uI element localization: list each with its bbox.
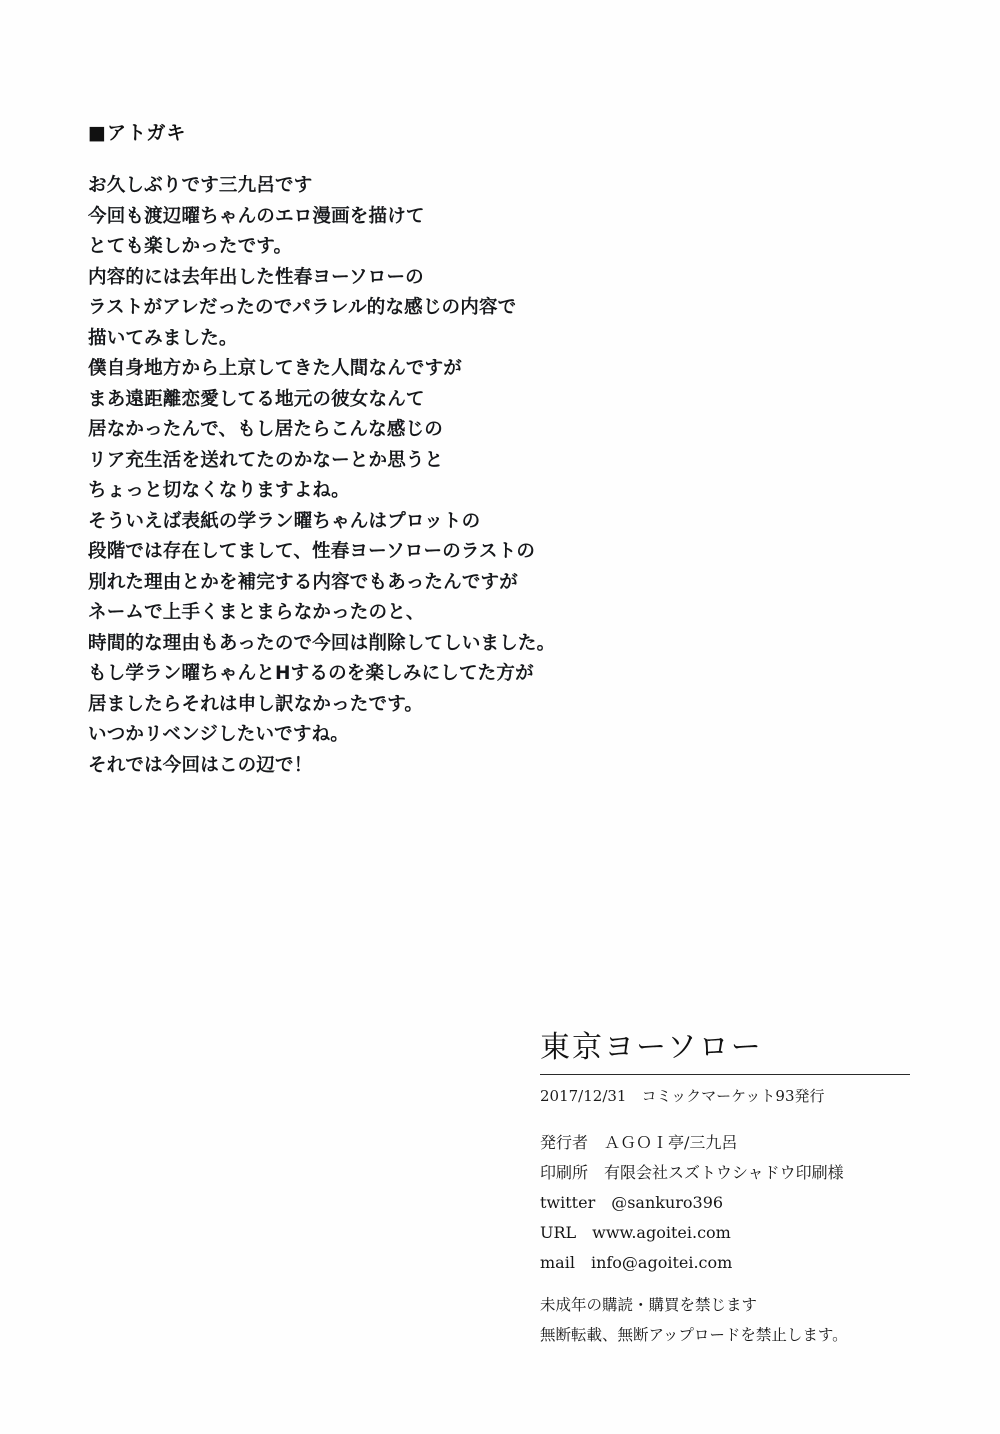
afterword-line: 居ましたらそれは申し訳なかったです。: [88, 693, 424, 715]
colophon-mail[interactable]: mail info@agoitei.com: [540, 1253, 733, 1272]
afterword-line: リア充生活を送れてたのかなーとか思うと: [88, 449, 444, 471]
afterword-line: お久しぶりです三九呂です: [88, 175, 313, 196]
afterword-line: 別れた理由とかを補完する内容でもあったんですが: [88, 571, 518, 593]
colophon-copyright-notice: 無断転載、無断アップロードを禁止します。: [540, 1326, 848, 1344]
afterword-line: 段階では存在してまして、性春ヨーソローのラストの: [88, 541, 536, 562]
afterword-heading: ■アトガキ: [88, 122, 187, 144]
colophon-url[interactable]: URL www.agoitei.com: [540, 1223, 731, 1242]
afterword-line: そういえば表紙の学ラン曜ちゃんはプロットの: [88, 510, 481, 532]
afterword-line: ラストがアレだったのでパラレル的な感じの内容で: [88, 297, 517, 318]
afterword-line: 居なかったんで、もし居たらこんな感じの: [88, 419, 443, 440]
colophon-twitter[interactable]: twitter @sankuro396: [540, 1193, 724, 1212]
afterword-section: [88, 118, 728, 781]
afterword-line: 僕自身地方から上京してきた人間なんですが: [88, 358, 463, 379]
afterword-body: [88, 171, 728, 781]
colophon-age-notice: 未成年の購読・購買を禁じます: [540, 1296, 758, 1314]
colophon-title: 東京ヨーソロー: [540, 1030, 763, 1065]
colophon-publisher: 発行者 ＡＧＯＩ亭/三九呂: [540, 1133, 738, 1152]
afterword-line: ちょっと切なくなりますよね。: [88, 480, 350, 501]
colophon-date: 2017/12/31 コミックマーケット93発行: [540, 1087, 825, 1105]
colophon-divider: [540, 1074, 910, 1075]
afterword-line: ネームで上手くまとまらなかったのと、: [88, 602, 425, 623]
afterword-line: もし学ラン曜ちゃんとHするのを楽しみにしてた方が: [88, 663, 534, 684]
afterword-line: まあ遠距離恋愛してる地元の彼女なんて: [88, 388, 425, 410]
afterword-line: それでは今回はこの辺で！: [88, 754, 313, 776]
afterword-line: 時間的な理由もあったので今回は削除してしいました。: [88, 632, 556, 654]
afterword-line: 内容的には去年出した性春ヨーソローの: [88, 266, 424, 288]
afterword-line: 今回も渡辺曜ちゃんのエロ漫画を描けて: [88, 205, 425, 227]
afterword-line: いつかリベンジしたいですね。: [88, 724, 349, 745]
colophon-printer: 印刷所 有限会社スズトウシャドウ印刷様: [540, 1163, 844, 1182]
afterword-line: とても楽しかったです。: [88, 236, 293, 257]
colophon-section: [540, 1022, 920, 1350]
afterword-line: 描いてみました。: [88, 327, 238, 349]
